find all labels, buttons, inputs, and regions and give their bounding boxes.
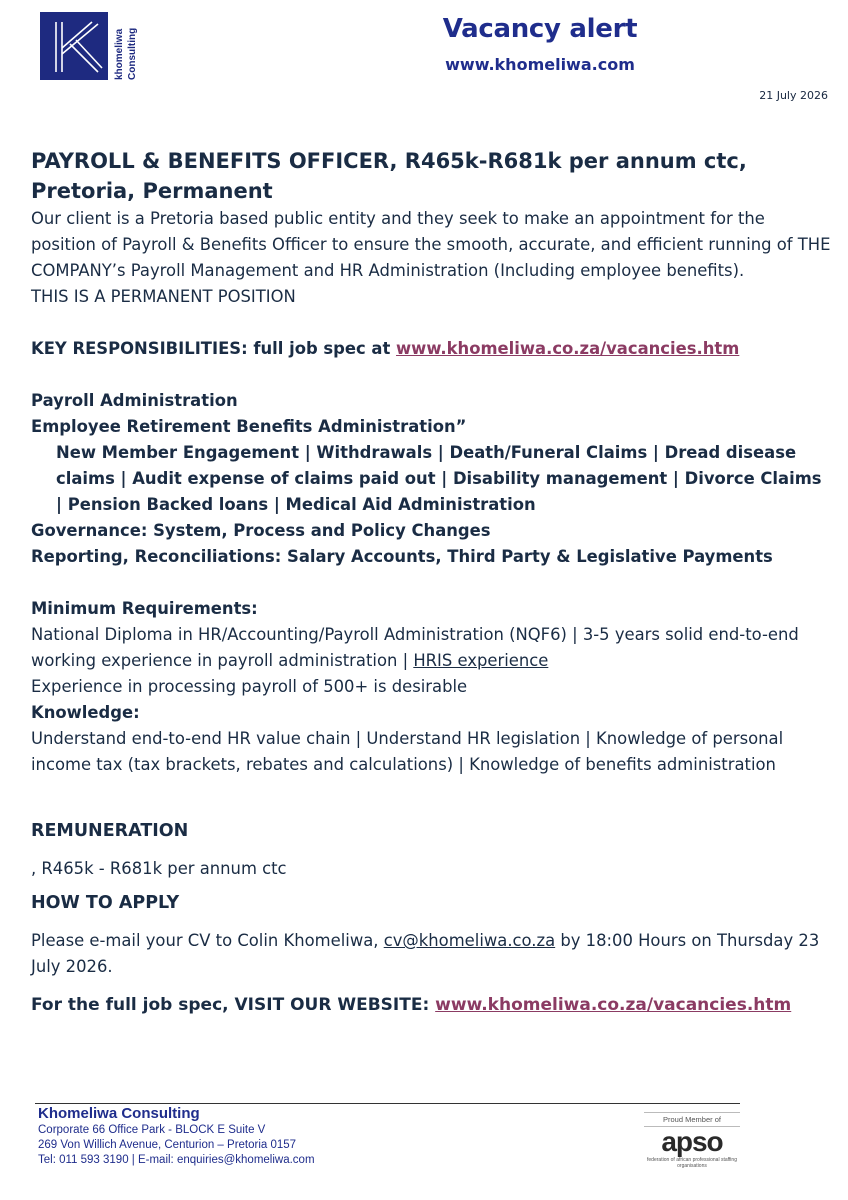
knowledge-text: Understand end-to-end HR value chain | Understand HR legislation | Knowledge of personal income tax (tax brackets, rebates and calculations) | Knowledge of benefits administration (31, 729, 784, 774)
footer-divider (35, 1103, 740, 1104)
apply-label: HOW TO APPLY (31, 893, 180, 913)
resp-reporting: Reporting, Reconciliations: Salary Accounts, Third Party & Legislative Payments (31, 547, 773, 566)
logo-sub: Consulting (127, 27, 138, 80)
logo-name: khomeliwa (114, 28, 125, 80)
logo-wordmark (112, 12, 142, 80)
date: 21 July 2026 (759, 89, 828, 102)
website-label: For the full job spec, VISIT OUR WEBSITE (31, 995, 423, 1015)
member-org-full: federation of african professional staffing organisations (647, 1157, 737, 1169)
website-line (31, 992, 831, 1018)
apply-email-link[interactable]: cv@khomeliwa.co.za (383, 931, 556, 950)
company-logo (40, 12, 108, 80)
footer-company: Khomeliwa Consulting (38, 1105, 200, 1122)
website-colon: : (422, 995, 436, 1015)
footer (38, 1105, 315, 1168)
resp-retirement-items: New Member Engagement | Withdrawals | Death/Funeral Claims | Dread disease claims | Audit expense of claims paid out | Disability management | Divorce Claims | Pension Backed loans | Medical Aid Administration (56, 443, 822, 514)
apply-text-2: by 18:00 Hours on Thursday 23 July 2026. (31, 931, 820, 976)
min-req-label: Minimum Requirements: (31, 599, 258, 618)
key-responsibilities (31, 336, 831, 362)
remuneration-text: , R465k - R681k per annum ctc (31, 859, 287, 878)
job-intro: Our client is a Pretoria based public entity and they seek to make an appointment for the position of Payroll & Benefits Officer to ensure the smooth, accurate, and efficient running of THE COMPANY’s Payroll Management and HR Administration (Including employee benefits). (31, 209, 831, 280)
header-website: www.khomeliwa.com (445, 55, 635, 74)
job-title: PAYROLL & BENEFITS OFFICER, R465k-R681k per annum ctc, Pretoria, Permanent (31, 149, 747, 203)
website-link[interactable]: www.khomeliwa.co.za/vacancies.htm (435, 995, 792, 1015)
apply-text (31, 928, 831, 980)
member-label: Proud Member of (644, 1112, 740, 1127)
footer-contact: Tel: 011 593 3190 | E-mail: enquiries@khomeliwa.com (38, 1154, 315, 1166)
key-resp-link[interactable]: www.khomeliwa.co.za/vacancies.htm (396, 339, 740, 358)
min-req-body: National Diploma in HR/Accounting/Payroll Administration (NQF6) | 3-5 years solid end-to-end working experience in payroll administration | (31, 625, 799, 670)
min-req-extra: Experience in processing payroll of 500+ is desirable (31, 677, 468, 696)
apply-text-1: Please e-mail your CV to Colin Khomeliwa, (31, 931, 384, 950)
min-req-text (31, 622, 831, 674)
hris-link[interactable]: HRIS experience (413, 651, 549, 670)
resp-governance: Governance: System, Process and Policy Changes (31, 521, 491, 540)
knowledge-label: Knowledge: (31, 703, 140, 722)
job-content (31, 146, 831, 1018)
permanent-note: THIS IS A PERMANENT POSITION (31, 287, 296, 306)
key-resp-label: KEY RESPONSIBILITIES: full job spec at (31, 339, 397, 358)
footer-address-1: Corporate 66 Office Park - BLOCK E Suite V (38, 1124, 266, 1136)
apso-member-badge (644, 1112, 740, 1168)
footer-address-2: 269 Von Willich Avenue, Centurion – Pretoria 0157 (38, 1139, 297, 1151)
resp-payroll: Payroll Administration (31, 391, 238, 410)
page-title: Vacancy alert (442, 14, 638, 44)
resp-retirement: Employee Retirement Benefits Administration” (31, 417, 467, 436)
remuneration-label: REMUNERATION (31, 821, 189, 841)
member-org: apso (661, 1126, 723, 1157)
